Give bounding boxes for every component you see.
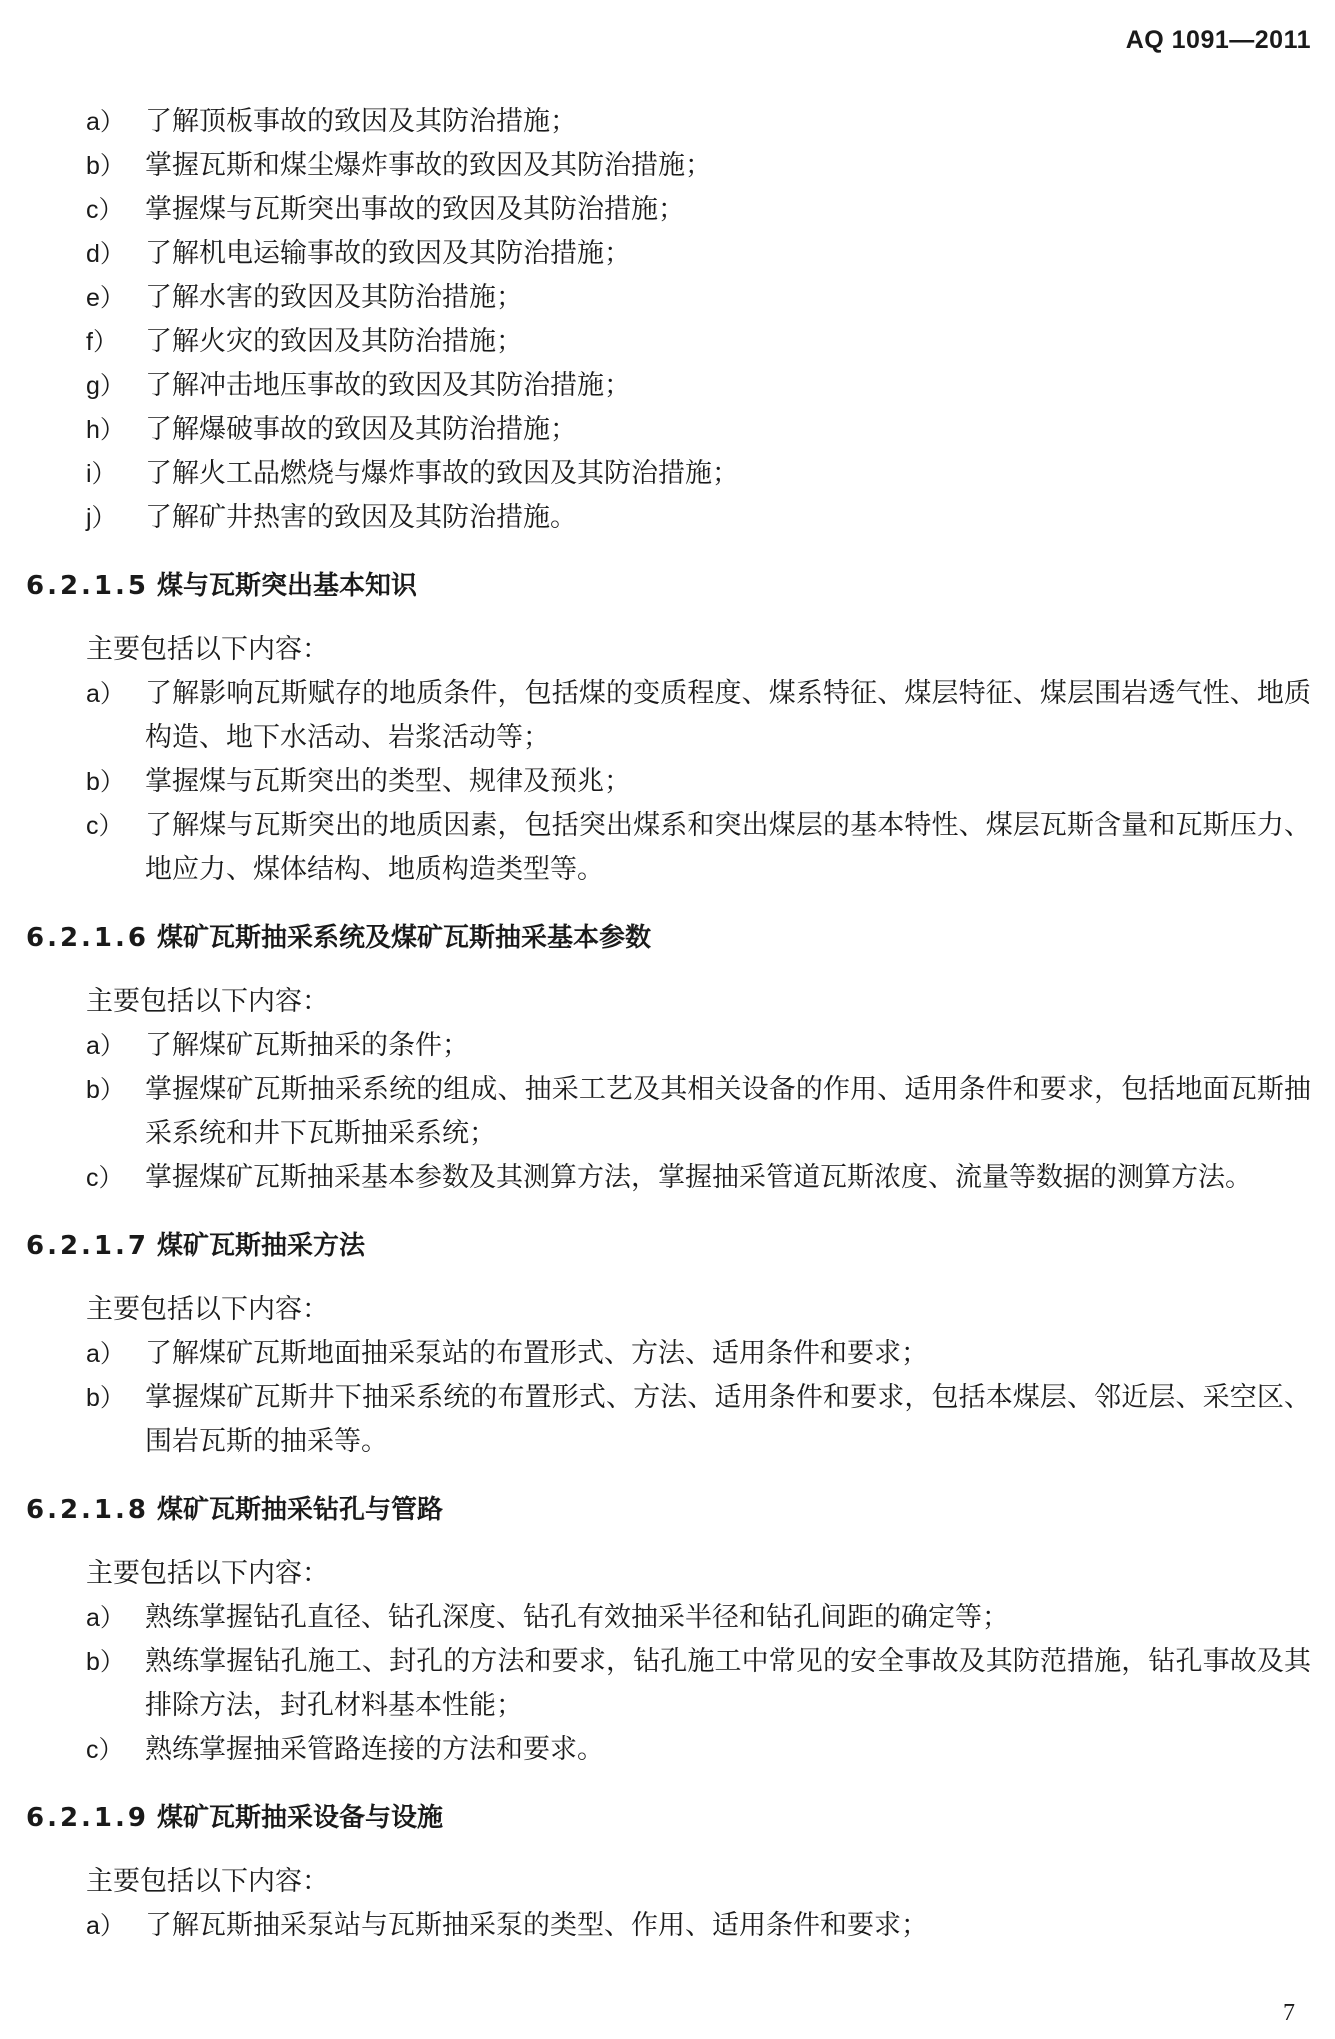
document-body — [0, 100, 1335, 1948]
list-item — [0, 496, 1335, 540]
item-mark: a） — [86, 1912, 125, 1940]
section-heading — [0, 916, 1335, 960]
item-mark: d） — [86, 240, 125, 268]
item-text: 了解火灾的致因及其防治措施； — [145, 326, 523, 357]
list-item — [0, 1640, 1335, 1728]
item-text: 了解矿井热害的致因及其防治措施。 — [145, 502, 577, 533]
list-item — [0, 1156, 1335, 1200]
section-intro: 主要包括以下内容： — [86, 1558, 329, 1589]
section-number: 6.2.1.8 — [26, 1495, 149, 1525]
standard-code: AQ 1091—2011 — [1125, 26, 1311, 54]
item-mark: c） — [86, 1164, 124, 1192]
section-heading — [0, 1488, 1335, 1532]
item-text: 了解水害的致因及其防治措施； — [145, 282, 523, 313]
item-mark: e） — [86, 284, 125, 312]
list-item — [0, 1376, 1335, 1464]
item-mark: c） — [86, 1736, 124, 1764]
item-mark: a） — [86, 1032, 125, 1060]
item-text: 了解影响瓦斯赋存的地质条件，包括煤的变质程度、煤系特征、煤层特征、煤层围岩透气性、地质构造、地下水活动、岩浆活动等； — [145, 678, 1311, 753]
section-title: 煤矿瓦斯抽采钻孔与管路 — [157, 1495, 444, 1525]
section-number: 6.2.1.6 — [26, 923, 149, 953]
item-text: 掌握煤矿瓦斯井下抽采系统的布置形式、方法、适用条件和要求，包括本煤层、邻近层、采空区、围岩瓦斯的抽采等。 — [145, 1382, 1311, 1457]
list-item — [0, 1024, 1335, 1068]
item-mark: c） — [86, 196, 124, 224]
section-number: 6.2.1.7 — [26, 1231, 149, 1261]
item-text: 了解煤矿瓦斯抽采的条件； — [145, 1030, 469, 1061]
section-title: 煤矿瓦斯抽采方法 — [157, 1231, 366, 1261]
list-item — [0, 1904, 1335, 1948]
item-mark: b） — [86, 152, 125, 180]
list-item — [0, 188, 1335, 232]
item-mark: a） — [86, 108, 125, 136]
item-mark: i） — [86, 460, 117, 488]
list-item — [0, 320, 1335, 364]
item-mark: h） — [86, 416, 125, 444]
item-mark: a） — [86, 1340, 125, 1368]
item-text: 了解冲击地压事故的致因及其防治措施； — [145, 370, 631, 401]
item-mark: j） — [86, 504, 117, 532]
list-item — [0, 144, 1335, 188]
section-6-2-1-5 — [0, 564, 1335, 892]
section-6-2-1-6 — [0, 916, 1335, 1200]
section-title: 煤与瓦斯突出基本知识 — [157, 571, 418, 601]
section-6-2-1-7 — [0, 1224, 1335, 1464]
item-mark: b） — [86, 1076, 125, 1104]
section-heading — [0, 1224, 1335, 1268]
item-mark: a） — [86, 1604, 125, 1632]
list-item — [0, 408, 1335, 452]
item-text: 掌握煤矿瓦斯抽采基本参数及其测算方法，掌握抽采管道瓦斯浓度、流量等数据的测算方法。 — [145, 1162, 1252, 1193]
item-text: 掌握煤矿瓦斯抽采系统的组成、抽采工艺及其相关设备的作用、适用条件和要求，包括地面瓦斯抽采系统和井下瓦斯抽采系统； — [145, 1074, 1311, 1149]
list-item — [0, 1728, 1335, 1772]
item-text: 了解煤与瓦斯突出的地质因素，包括突出煤系和突出煤层的基本特性、煤层瓦斯含量和瓦斯压力、地应力、煤体结构、地质构造类型等。 — [145, 810, 1311, 885]
item-text: 掌握煤与瓦斯突出的类型、规律及预兆； — [145, 766, 631, 797]
item-mark: b） — [86, 768, 125, 796]
item-text: 掌握瓦斯和煤尘爆炸事故的致因及其防治措施； — [145, 150, 712, 181]
list-item — [0, 100, 1335, 144]
list-item — [0, 276, 1335, 320]
top-list — [0, 100, 1335, 540]
list-item — [0, 364, 1335, 408]
section-title: 煤矿瓦斯抽采系统及煤矿瓦斯抽采基本参数 — [157, 923, 652, 953]
item-mark: a） — [86, 680, 125, 708]
item-text: 熟练掌握抽采管路连接的方法和要求。 — [145, 1734, 604, 1765]
item-text: 了解机电运输事故的致因及其防治措施； — [145, 238, 631, 269]
section-heading — [0, 1796, 1335, 1840]
list-item — [0, 1068, 1335, 1156]
item-mark: b） — [86, 1648, 125, 1676]
page-number: 7 — [1283, 2000, 1295, 2026]
item-text: 熟练掌握钻孔施工、封孔的方法和要求，钻孔施工中常见的安全事故及其防范措施，钻孔事故及其排除方法，封孔材料基本性能； — [145, 1646, 1311, 1721]
item-mark: b） — [86, 1384, 125, 1412]
list-item — [0, 1332, 1335, 1376]
list-item — [0, 760, 1335, 804]
item-mark: c） — [86, 812, 124, 840]
list-item — [0, 672, 1335, 760]
item-text: 了解瓦斯抽采泵站与瓦斯抽采泵的类型、作用、适用条件和要求； — [145, 1910, 928, 1941]
item-text: 了解火工品燃烧与爆炸事故的致因及其防治措施； — [145, 458, 739, 489]
list-item — [0, 452, 1335, 496]
item-text: 了解爆破事故的致因及其防治措施； — [145, 414, 577, 445]
item-text: 了解顶板事故的致因及其防治措施； — [145, 106, 577, 137]
section-title: 煤矿瓦斯抽采设备与设施 — [157, 1803, 444, 1833]
item-text: 掌握煤与瓦斯突出事故的致因及其防治措施； — [145, 194, 685, 225]
list-item — [0, 232, 1335, 276]
section-intro: 主要包括以下内容： — [86, 634, 329, 665]
section-number: 6.2.1.5 — [26, 571, 149, 601]
section-intro: 主要包括以下内容： — [86, 986, 329, 1017]
section-heading — [0, 564, 1335, 608]
section-intro: 主要包括以下内容： — [86, 1294, 329, 1325]
section-intro: 主要包括以下内容： — [86, 1866, 329, 1897]
section-number: 6.2.1.9 — [26, 1803, 149, 1833]
item-mark: g） — [86, 372, 125, 400]
list-item — [0, 1596, 1335, 1640]
section-6-2-1-8 — [0, 1488, 1335, 1772]
list-item — [0, 804, 1335, 892]
item-text: 了解煤矿瓦斯地面抽采泵站的布置形式、方法、适用条件和要求； — [145, 1338, 928, 1369]
section-6-2-1-9 — [0, 1796, 1335, 1948]
item-text: 熟练掌握钻孔直径、钻孔深度、钻孔有效抽采半径和钻孔间距的确定等； — [145, 1602, 1009, 1633]
item-mark: f） — [86, 328, 118, 356]
